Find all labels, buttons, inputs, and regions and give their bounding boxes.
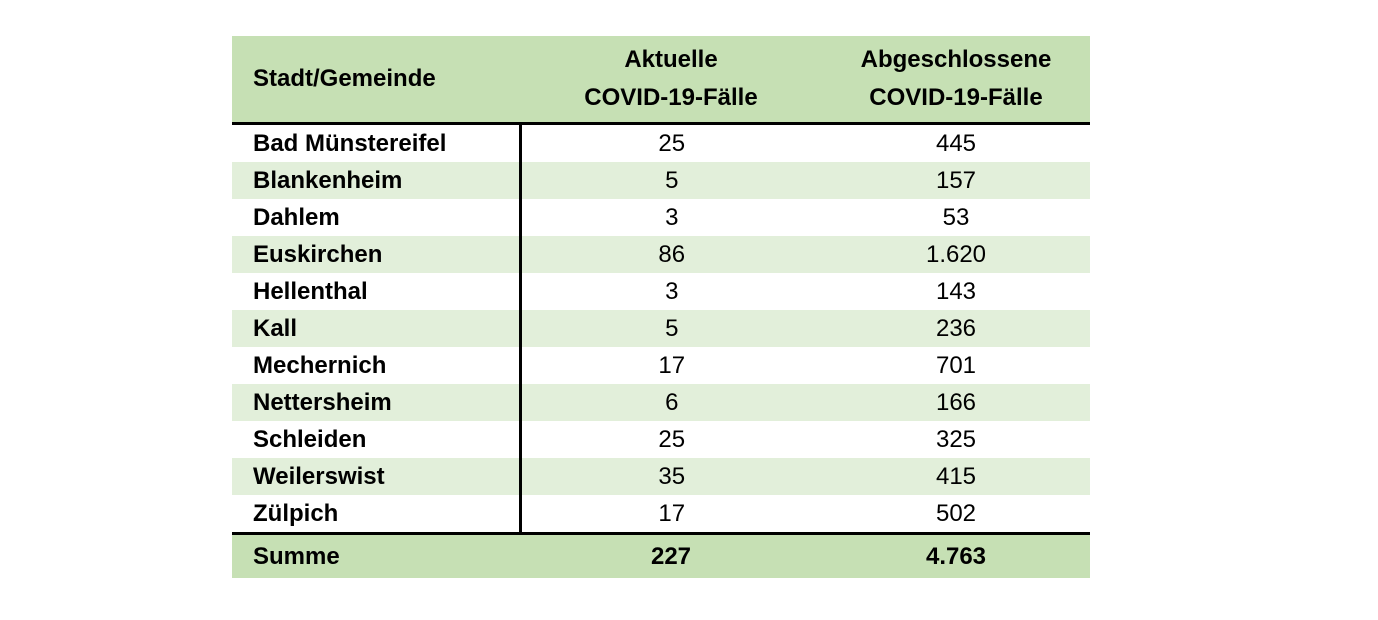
row-name-cell: Zülpich (232, 495, 520, 534)
row-aktuelle-cell: 17 (520, 347, 822, 384)
row-abgeschlossene-cell: 166 (822, 384, 1090, 421)
total-label: Summe (232, 534, 520, 579)
total-row (232, 534, 1090, 579)
row-name-cell: Dahlem (232, 199, 520, 236)
row-abgeschlossene-cell: 1.620 (822, 236, 1090, 273)
row-abgeschlossene-cell: 236 (822, 310, 1090, 347)
table-footer (232, 534, 1090, 579)
column-header-abgeschlossene-faelle (822, 36, 1090, 124)
table-row (232, 273, 1090, 310)
row-aktuelle-cell: 3 (520, 273, 822, 310)
column-header-aktuelle-faelle (520, 36, 822, 124)
row-abgeschlossene-cell: 502 (822, 495, 1090, 534)
row-aktuelle-cell: 25 (520, 124, 822, 163)
table-row (232, 458, 1090, 495)
row-abgeschlossene-cell: 445 (822, 124, 1090, 163)
total-abgeschlossene-value: 4.763 (822, 534, 1090, 579)
row-name-cell: Schleiden (232, 421, 520, 458)
column-header-line: Abgeschlossene (860, 46, 1052, 73)
row-name-cell: Hellenthal (232, 273, 520, 310)
table-row (232, 495, 1090, 534)
row-name-cell: Nettersheim (232, 384, 520, 421)
table-body (232, 124, 1090, 534)
row-name-cell: Bad Münstereifel (232, 124, 520, 163)
row-aktuelle-cell: 86 (520, 236, 822, 273)
row-aktuelle-cell: 35 (520, 458, 822, 495)
table-row (232, 199, 1090, 236)
covid-cases-table (232, 36, 1090, 578)
row-aktuelle-cell: 3 (520, 199, 822, 236)
row-name-cell: Kall (232, 310, 520, 347)
table-row (232, 421, 1090, 458)
column-header-line: COVID-19-Fälle (869, 84, 1043, 111)
column-header-line: COVID-19-Fälle (584, 84, 758, 111)
table-row (232, 162, 1090, 199)
table-row (232, 124, 1090, 163)
table-row (232, 310, 1090, 347)
row-aktuelle-cell: 5 (520, 310, 822, 347)
row-aktuelle-cell: 5 (520, 162, 822, 199)
row-aktuelle-cell: 25 (520, 421, 822, 458)
table-row (232, 384, 1090, 421)
row-abgeschlossene-cell: 415 (822, 458, 1090, 495)
row-abgeschlossene-cell: 157 (822, 162, 1090, 199)
row-abgeschlossene-cell: 325 (822, 421, 1090, 458)
row-name-cell: Euskirchen (232, 236, 520, 273)
table-row (232, 347, 1090, 384)
column-header-line: Stadt/Gemeinde (253, 65, 436, 92)
row-aktuelle-cell: 6 (520, 384, 822, 421)
row-abgeschlossene-cell: 53 (822, 199, 1090, 236)
row-name-cell: Blankenheim (232, 162, 520, 199)
row-aktuelle-cell: 17 (520, 495, 822, 534)
table-row (232, 236, 1090, 273)
total-aktuelle-value: 227 (520, 534, 822, 579)
table-header (232, 36, 1090, 124)
row-name-cell: Mechernich (232, 347, 520, 384)
column-header-stadt-gemeinde (232, 36, 520, 124)
row-name-cell: Weilerswist (232, 458, 520, 495)
row-abgeschlossene-cell: 701 (822, 347, 1090, 384)
header-row (232, 36, 1090, 124)
row-abgeschlossene-cell: 143 (822, 273, 1090, 310)
column-header-line: Aktuelle (624, 46, 718, 73)
